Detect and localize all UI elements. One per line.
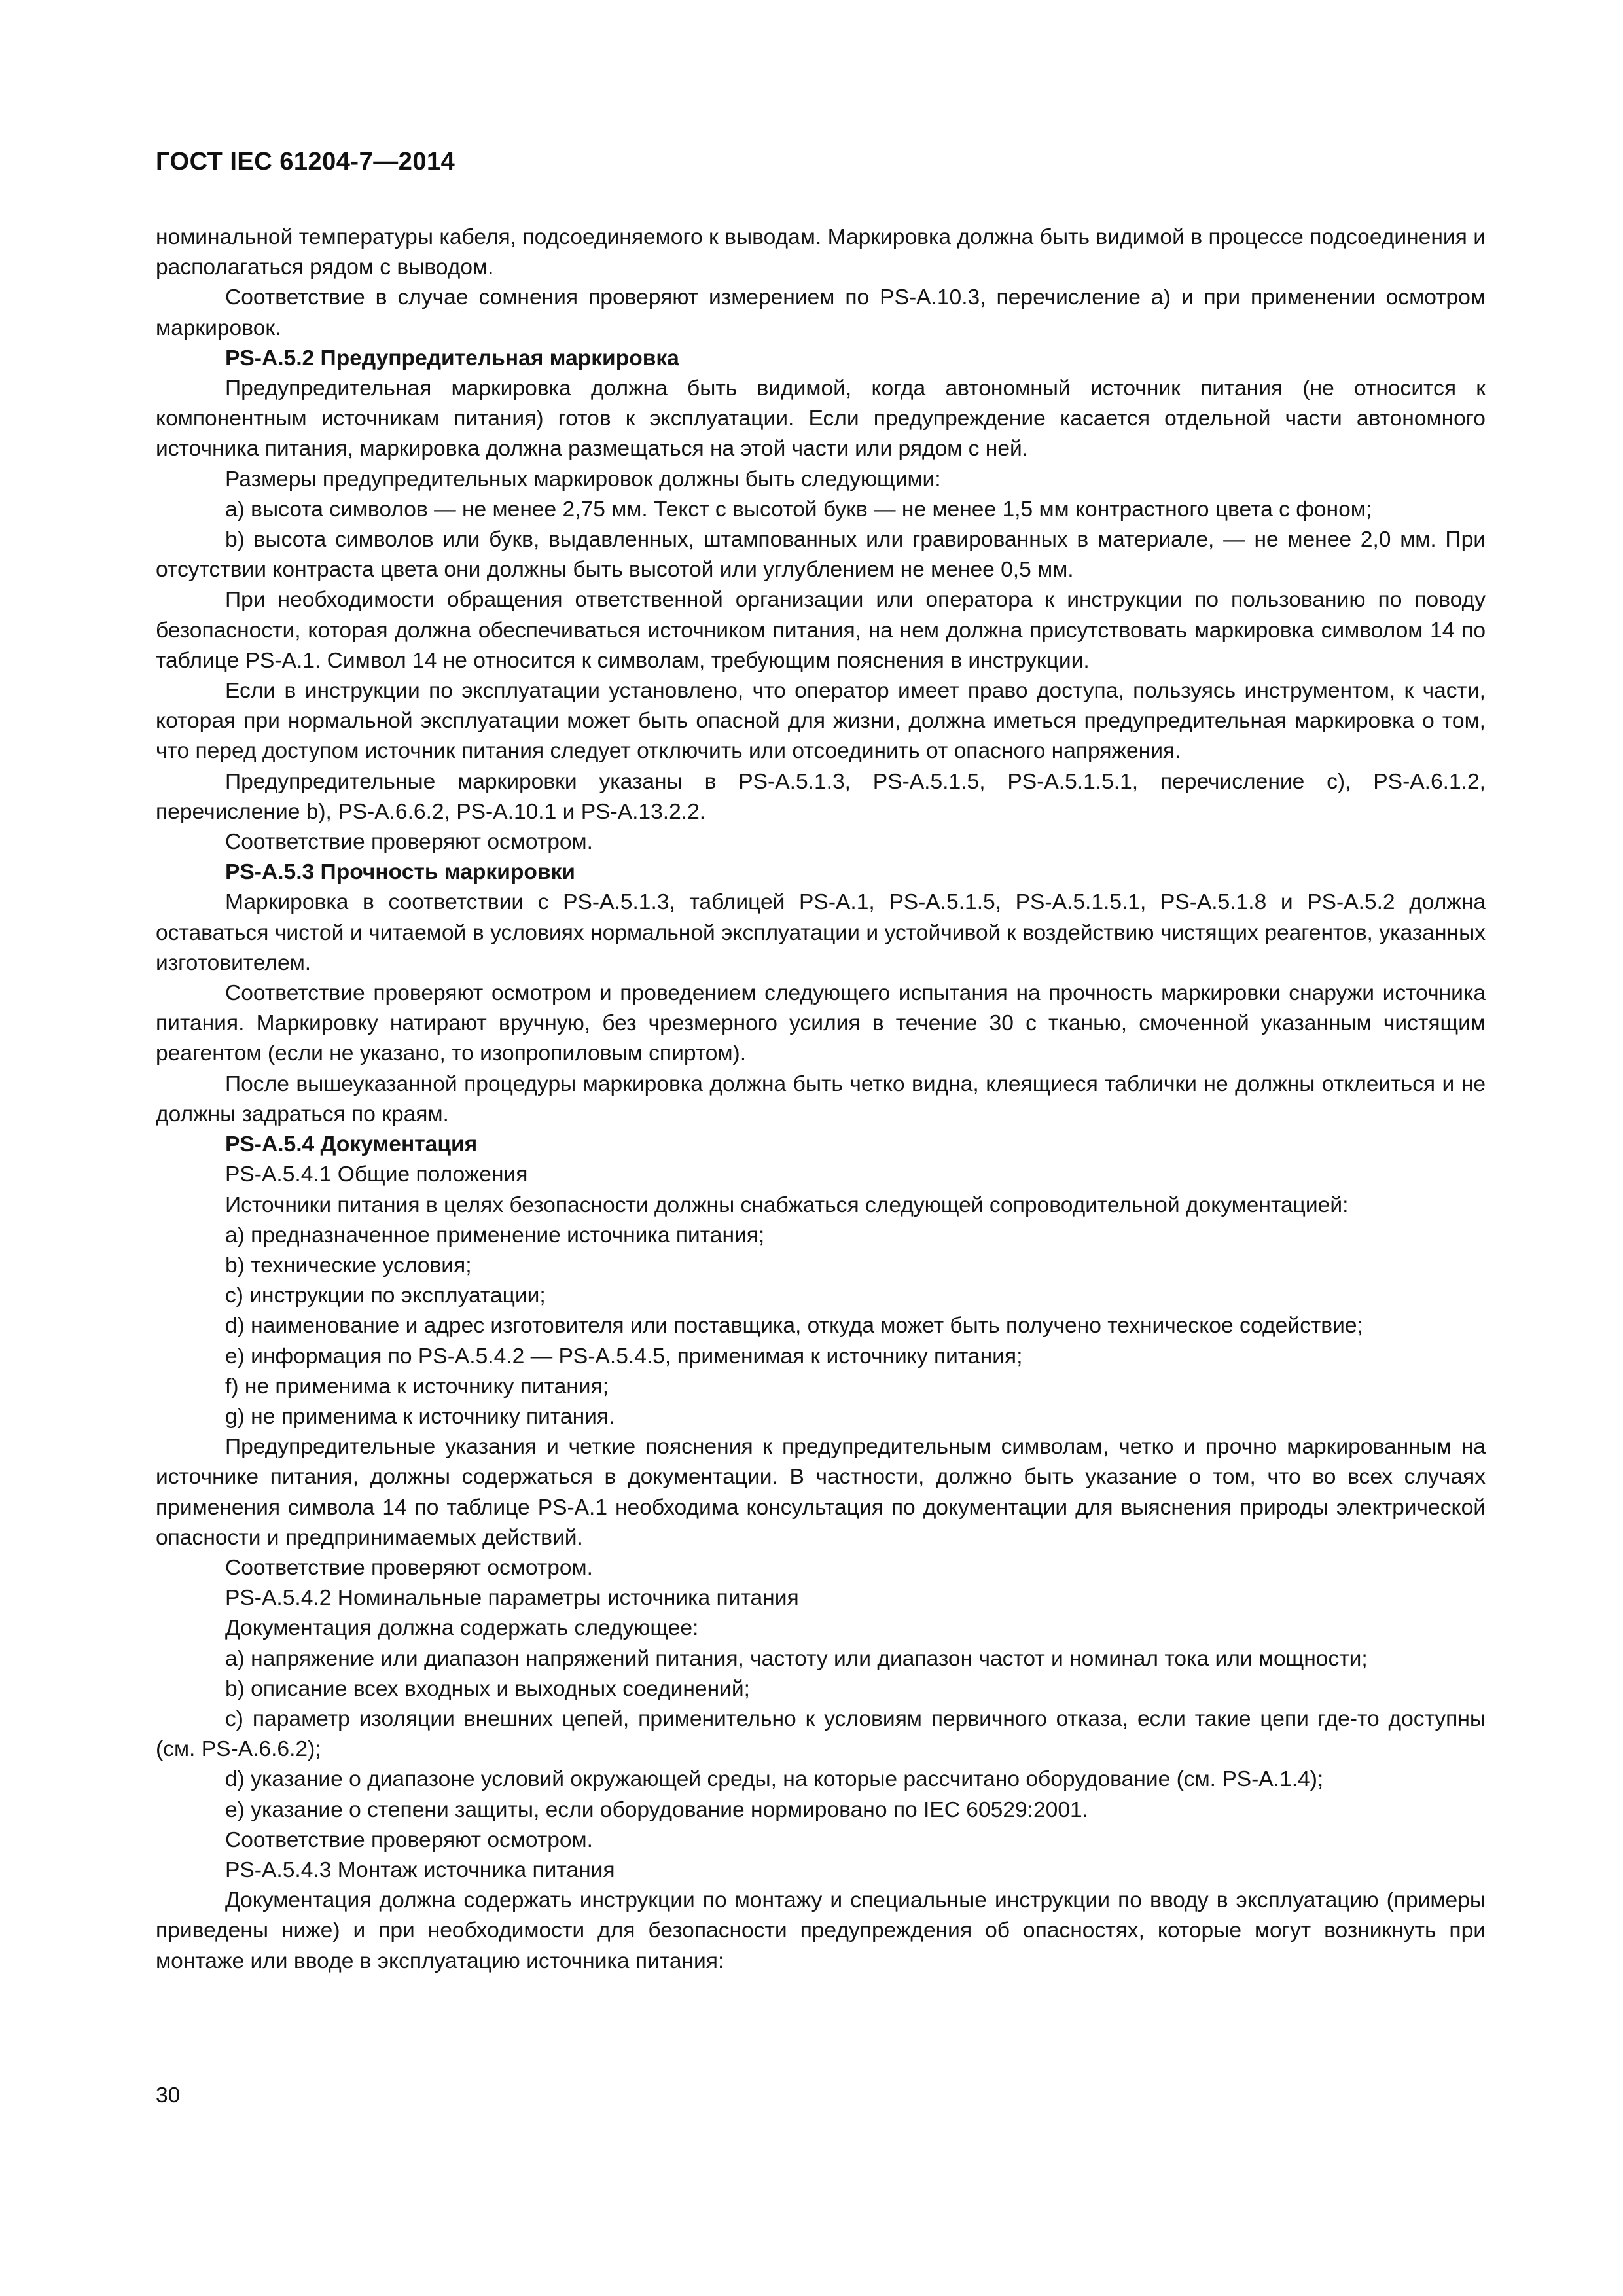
paragraph: Источники питания в целях безопасности должны снабжаться следующей сопроводительной документацией: — [225, 1193, 1349, 1217]
subsection-heading-general: PS-A.5.4.1 Общие положения — [225, 1162, 528, 1187]
subsection-heading-installation: PS-A.5.4.3 Монтаж источника питания — [225, 1857, 615, 1882]
standard-code-header: ГОСТ IEC 61204-7—2014 — [156, 148, 455, 175]
paragraph: Маркировка в соответствии с PS-A.5.1.3, таблицей PS-A.1, PS-A.5.1.5, PS-A.5.1.5.1, PS-A.5.1.8 и PS-A.5.2 должна оставаться чистой и читаемой в условиях нормальной эксплуатации и устойчивой к воздействию чистящих реагентов, указанных изготовителем. — [156, 890, 1486, 975]
subsection-heading-ratings: PS-A.5.4.2 Номинальные параметры источника питания — [225, 1586, 799, 1611]
paragraph: Документация должна содержать инструкции по монтажу и специальные инструкции по вводу в эксплуатацию (примеры приведены ниже) и при необходимости для безопасности предупреждения об опасностях, которые могут возникнуть при монтаже или вводе в эксплуатацию источника питания: — [156, 1888, 1486, 1973]
paragraph: После вышеуказанной процедуры маркировка должна быть четко видна, клеящиеся таблички не должны отклеиться и не должны задраться по краям. — [156, 1071, 1486, 1126]
section-heading-marking-durability: PS-A.5.3 Прочность маркировки — [225, 860, 575, 885]
paragraph: При необходимости обращения ответственной организации или оператора к инструкции по пользованию по поводу безопасности, которая должна обеспечиваться источником питания, на нем должна присутствовать маркировка символом 14 по таблице PS-A.1. Символ 14 не относится к символам, требующим пояснения в инструкции. — [156, 588, 1486, 673]
paragraph-compliance: Соответствие проверяют осмотром. — [225, 1555, 593, 1580]
list-item: e) информация по PS-A.5.4.2 — PS-A.5.4.5, применимая к источнику питания; — [225, 1344, 1023, 1369]
paragraph: Предупредительная маркировка должна быть видимой, когда автономный источник питания (не относится к компонентным источникам питания) готов к эксплуатации. Если предупреждение касается отдельной части автономного источника питания, маркировка должна размещаться на этой части или рядом с ней. — [156, 376, 1486, 461]
list-item: b) описание всех входных и выходных соединений; — [225, 1676, 750, 1701]
paragraph-compliance: Соответствие проверяют осмотром. — [225, 830, 593, 855]
list-item: d) указание о диапазоне условий окружающей среды, на которые рассчитано оборудование (см. PS-A.1.4); — [225, 1767, 1324, 1792]
list-item: f) не применима к источнику питания; — [225, 1374, 609, 1399]
list-item: c) параметр изоляции внешних цепей, применительно к условиям первичного отказа, если такие цепи где-то доступны (см. PS-A.6.6.2); — [156, 1706, 1486, 1762]
list-item: e) указание о степени защиты, если оборудование нормировано по IEC 60529:2001. — [225, 1797, 1089, 1822]
paragraph: Размеры предупредительных маркировок должны быть следующими: — [225, 467, 941, 492]
paragraph-compliance: Соответствие в случае сомнения проверяют измерением по PS-A.10.3, перечисление а) и при применении осмотром маркировок. — [156, 285, 1486, 340]
list-item: c) инструкции по эксплуатации; — [225, 1283, 546, 1308]
paragraph-continuation: номинальной температуры кабеля, подсоединяемого к выводам. Маркировка должна быть видимой в процессе подсоединения и располагаться рядом с выводом. — [156, 225, 1486, 280]
list-item: b) высота символов или букв, выдавленных, штампованных или гравированных в материале, — не менее 2,0 мм. При отсутствии контраста цвета они должны быть высотой или углублением не менее 0,5 мм. — [156, 528, 1486, 583]
paragraph: Предупредительные указания и четкие пояснения к предупредительным символам, четко и прочно маркированным на источнике питания, должны содержаться в документации. В частности, должно быть указание о том, что во всех случаях применения символа 14 по таблице PS-A.1 необходима консультация по документации для выяснения природы электрической опасности и предпринимаемых действий. — [156, 1435, 1486, 1550]
page-number: 30 — [156, 2083, 181, 2108]
list-item: a) высота символов — не менее 2,75 мм. Текст с высотой букв — не менее 1,5 мм контрастного цвета с фоном; — [225, 497, 1372, 522]
list-item: g) не применима к источнику питания. — [225, 1404, 615, 1429]
paragraph: Если в инструкции по эксплуатации установлено, что оператор имеет право доступа, пользуясь инструментом, к части, которая при нормальной эксплуатации может быть опасной для жизни, должна иметься предупредительная маркировка о том, что перед доступом источник питания следует отключить или отсоединить от опасного напряжения. — [156, 679, 1486, 764]
paragraph: Соответствие проверяют осмотром и проведением следующего испытания на прочность маркировки снаружи источника питания. Маркировку натирают вручную, без чрезмерного усилия в течение 30 с тканью, смоченной указанным чистящим реагентом (если не указано, то изопропиловым спиртом). — [156, 981, 1486, 1066]
paragraph-compliance: Соответствие проверяют осмотром. — [225, 1827, 593, 1852]
paragraph: Документация должна содержать следующее: — [225, 1616, 699, 1641]
list-item: a) предназначенное применение источника питания; — [225, 1223, 765, 1247]
paragraph: Предупредительные маркировки указаны в PS-A.5.1.3, PS-A.5.1.5, PS-A.5.1.5.1, перечисление с), PS-A.6.1.2, перечисление b), PS-A.6.6.2, PS-A.10.1 и PS-A.13.2.2. — [156, 769, 1486, 824]
section-heading-warning-marking: PS-A.5.2 Предупредительная маркировка — [225, 346, 679, 370]
list-item: b) технические условия; — [225, 1253, 472, 1278]
list-item: a) напряжение или диапазон напряжений питания, частоту или диапазон частот и номинал тока или мощности; — [225, 1646, 1368, 1671]
list-item: d) наименование и адрес изготовителя или поставщика, откуда может быть получено техническое содействие; — [225, 1314, 1363, 1338]
section-heading-documentation: PS-A.5.4 Документация — [225, 1132, 478, 1157]
document-body — [156, 223, 1486, 1977]
